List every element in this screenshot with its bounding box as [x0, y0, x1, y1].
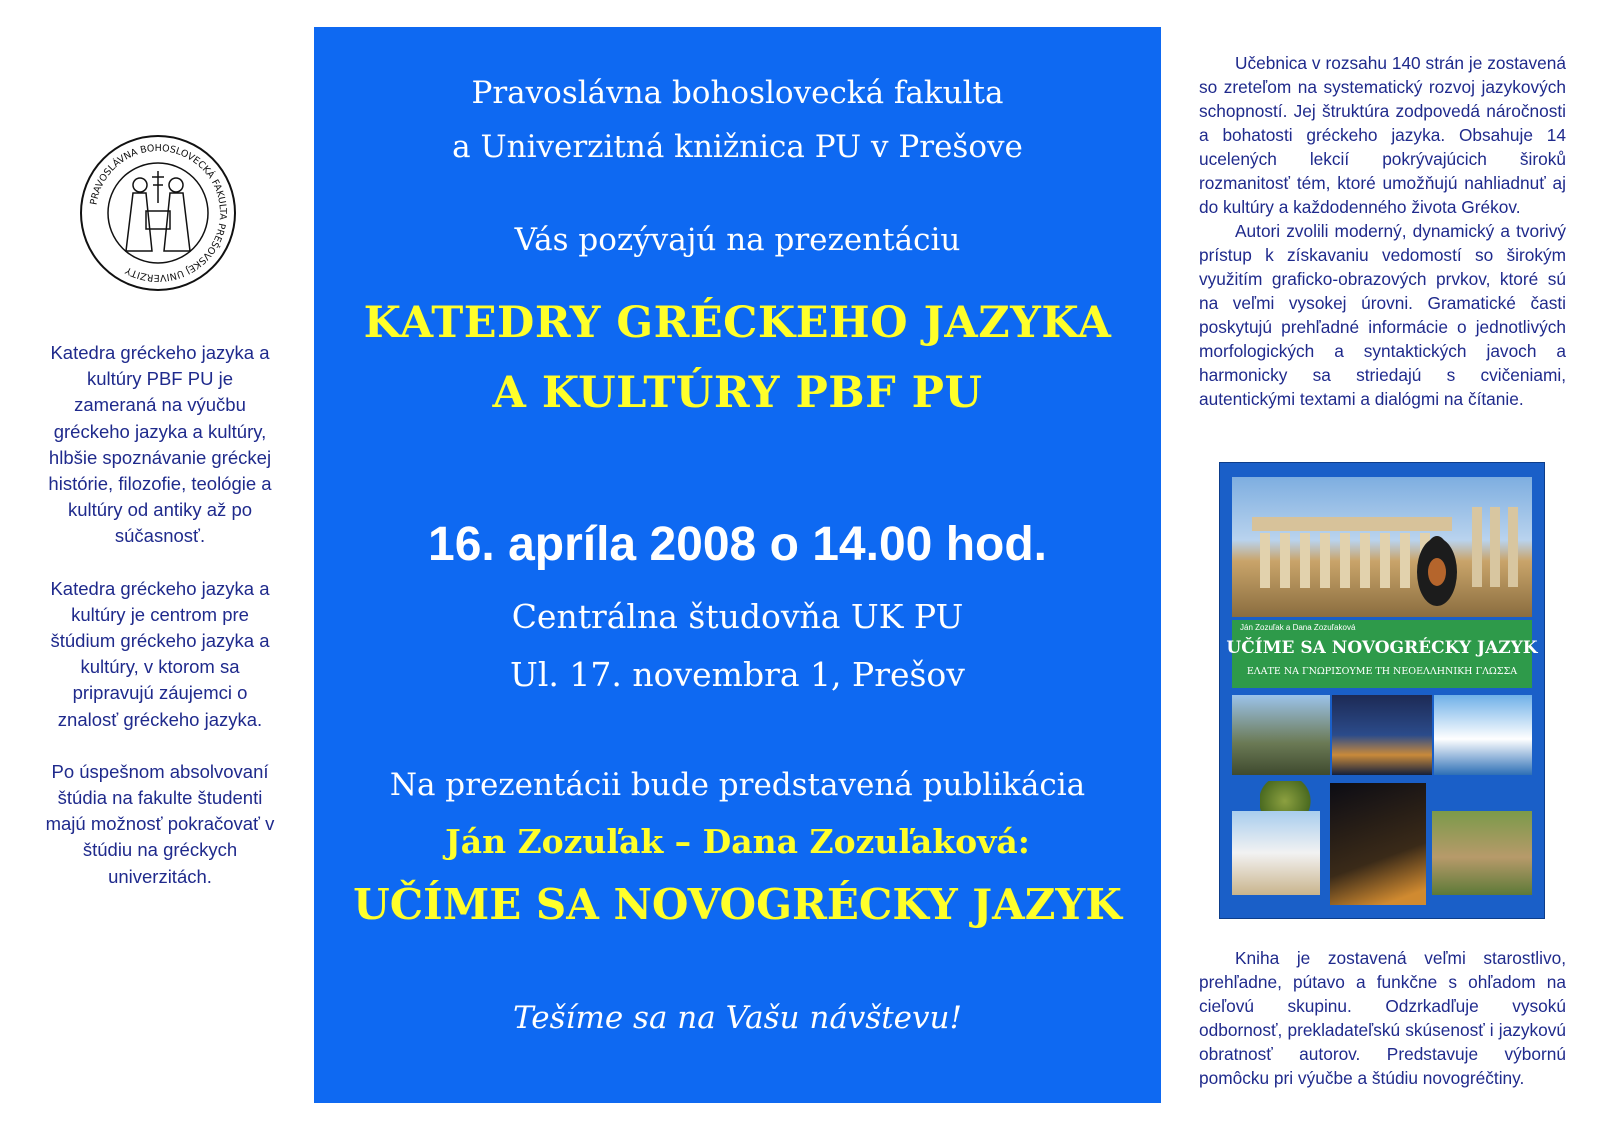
- parthenon-photo: [1232, 477, 1532, 617]
- event-venue: Centrálna študovňa UK PU: [511, 597, 964, 636]
- publication-authors: Ján Zozuľak – Dana Zozuľaková:: [445, 822, 1030, 861]
- organizer-line-1: Pravoslávna bohoslovecká fakulta: [471, 75, 1004, 111]
- invitation-line: Vás pozývajú na prezentáciu: [514, 222, 961, 258]
- left-paragraph: Katedra gréckeho jazyka a kultúry PBF PU je zameraná na výučbu gréckeho jazyka a kultúry, hlbšie spoznávanie gréckej histórie, filozofie, teológie a kultúry od antiky až po súčasnosť.: [48, 342, 272, 547]
- book-description-paragraph: Autori zvolili moderný, dynamický a tvorivý prístup k získavaniu vedomostí so širokým využitím graficko-obrazových prvkov, ktoré sú na veľmi vysokej úrovni. Gramatické časti poskytujú prehľadné informácie o jednotlivých morfologických a syntaktických javoch a harmonicky sa striedajú s cvičeniami, autentickými textami a dialógmi na čítanie.: [1199, 221, 1566, 409]
- publication-intro: Na prezentácii bude predstavená publikácia: [389, 767, 1086, 803]
- closing-greeting: Tešíme sa na Vašu návštevu!: [513, 1000, 962, 1036]
- night-street-photo: [1330, 783, 1426, 905]
- faculty-seal-logo: [78, 133, 238, 293]
- church-photo: [1232, 811, 1320, 895]
- event-address: Ul. 17. novembra 1, Prešov: [510, 655, 965, 694]
- event-datetime: 16. apríla 2008 o 14.00 hod.: [428, 518, 1047, 571]
- cover-title: UČÍME SA NOVOGRÉCKY JAZYK: [1226, 638, 1538, 658]
- cover-subtitle: ΕΛΑΤΕ ΝΑ ΓΝΩΡΙΣΟΥΜΕ ΤΗ ΝΕΟΕΛΛΗΝΙΚΗ ΓΛΩΣΣΑ: [1246, 666, 1518, 677]
- book-review: [1199, 946, 1566, 1090]
- publication-title: UČÍME SA NOVOGRÉCKY JAZYK: [353, 880, 1122, 929]
- department-description: [44, 340, 276, 916]
- department-title-line-1: KATEDRY GRÉCKEHO JAZYKA: [363, 298, 1112, 348]
- island-village-photo: [1434, 695, 1532, 775]
- left-paragraph: Po úspešnom absolvovaní štúdia na fakulte študenti majú možnosť pokračovať v štúdiu na gréckych univerzitách.: [45, 760, 275, 887]
- bridge-photo: [1332, 695, 1432, 775]
- ruins-photo: [1432, 811, 1532, 895]
- organizer-line-2: a Univerzitná knižnica PU v Prešove: [452, 129, 1023, 165]
- meteora-photo: [1232, 695, 1330, 775]
- invitation-panel: [314, 27, 1161, 1103]
- left-paragraph: Katedra gréckeho jazyka a kultúry je centrom pre štúdium gréckeho jazyka a kultúry, v ktorom sa pripravujú záujemci o znalosť gréckeho jazyka.: [50, 577, 270, 730]
- svg-text:PRAVOSLÁVNA BOHOSLOVECKÁ FAKUL: PRAVOSLÁVNA BOHOSLOVECKÁ FAKULTA PREŠOVSKEJ UNIVERZITY: [88, 142, 229, 284]
- book-cover-image: [1219, 462, 1545, 919]
- book-description: [1199, 51, 1566, 411]
- book-review-paragraph: Kniha je zostavená veľmi starostlivo, prehľadne, pútavo a funkčne s ohľadom na cieľovú skupinu. Odzrkadľuje vysokú odbornosť, prekladateľskú skúsenosť i jazykovú obratnosť autorov. Predstavuje výbornú pomôcku pri výučbe a štúdiu novogréčtiny.: [1199, 948, 1566, 1088]
- department-title-line-2: A KULTÚRY PBF PU: [492, 368, 983, 418]
- book-description-paragraph: Učebnica v rozsahu 140 strán je zostavená so zreteľom na systematický rozvoj jazykových schopností. Jej štruktúra zodpovedá náročnosti a bohatosti gréckeho jazyka. Obsahuje 14 ucelených lekcií pokrývajúcich široků rozmanitosť tém, ktoré umožňujú nahliadnuť aj do kultúry a každodenného života Grékov.: [1199, 53, 1566, 217]
- cover-authors: Ján Zozuľak a Dana Zozuľaková: [1240, 623, 1356, 632]
